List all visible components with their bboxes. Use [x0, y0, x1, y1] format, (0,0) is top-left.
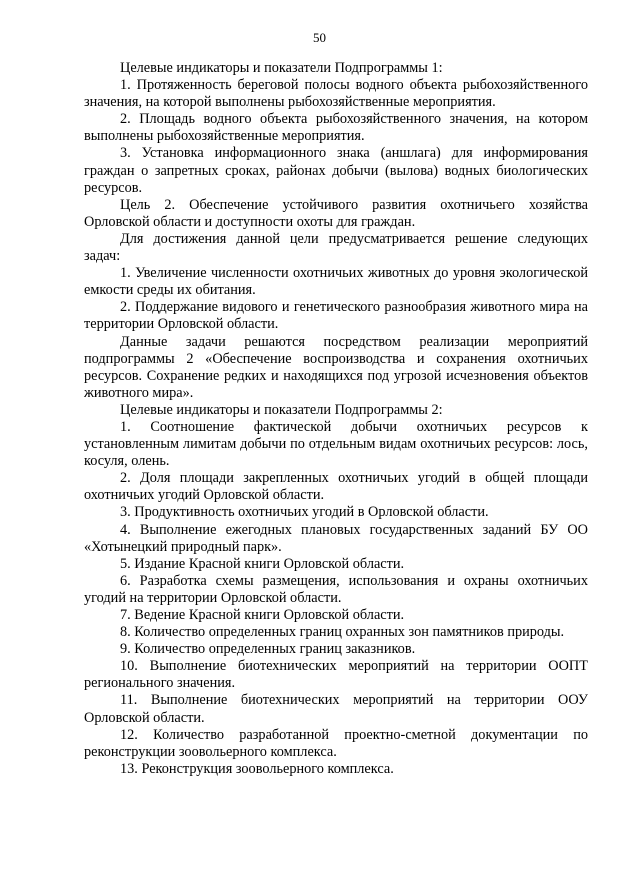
paragraph-indicator-1-1: 1. Протяженность береговой полосы водного объекта рыбохозяйственного значения, на которой выполнены рыбохозяйственные мероприятия.: [84, 77, 588, 111]
paragraph-tasks-intro: Для достижения данной цели предусматривается решение следующих задач:: [84, 230, 588, 265]
paragraph-indicator-2-11: 11. Выполнение биотехнических мероприятий на территории ООУ Орловской области.: [84, 692, 588, 726]
paragraph-subprogram2-indicators-heading: Целевые индикаторы и показатели Подпрограммы 2:: [120, 401, 443, 418]
paragraph-indicator-1-2: 2. Площадь водного объекта рыбохозяйственного значения, на котором выполнены рыбохозяйственные мероприятия.: [84, 111, 588, 145]
paragraph-indicator-1-3: 3. Установка информационного знака (аншлага) для информирования граждан о запретных сроках, районах добычи (вылова) водных биологических ресурсов.: [84, 145, 588, 196]
paragraph-indicator-2-5: 5. Издание Красной книги Орловской области.: [120, 555, 405, 572]
paragraph-indicator-2-10: 10. Выполнение биотехнических мероприятий на территории ООПТ регионального значения.: [84, 658, 588, 692]
paragraph-indicator-2-3: 3. Продуктивность охотничьих угодий в Орловской области.: [120, 504, 489, 521]
paragraph-indicator-2-13: 13. Реконструкция зоовольерного комплекса.: [120, 760, 394, 777]
paragraph-indicator-2-8: 8. Количество определенных границ охранных зон памятников природы.: [120, 624, 565, 641]
paragraph-subprogram1-indicators-heading: Целевые индикаторы и показатели Подпрограммы 1:: [120, 60, 443, 76]
paragraph-goal-2: Цель 2. Обеспечение устойчивого развития охотничьего хозяйства Орловской области и доступности охоты для граждан.: [84, 196, 588, 230]
paragraph-indicator-2-12: 12. Количество разработанной проектно-сметной документации по реконструкции зоовольерного комплекса.: [84, 726, 588, 760]
paragraph-indicator-2-1: 1. Соотношение фактической добычи охотничьих ресурсов к установленным лимитам добычи по отдельным видам охотничьих ресурсов: лось, косуля, олень.: [84, 418, 588, 470]
paragraph-indicator-2-2: 2. Доля площади закрепленных охотничьих угодий в общей площади охотничьих угодий Орловской области.: [84, 470, 588, 504]
paragraph-task-1: 1. Увеличение численности охотничьих животных до уровня экологической емкости среды их обитания.: [84, 265, 588, 299]
paragraph-indicator-2-6: 6. Разработка схемы размещения, использования и охраны охотничьих угодий на территории Орловской области.: [84, 572, 588, 606]
page-number: 50: [313, 30, 326, 45]
paragraph-indicator-2-7: 7. Ведение Красной книги Орловской области.: [120, 607, 405, 623]
paragraph-indicator-2-4: 4. Выполнение ежегодных плановых государственных заданий БУ ОО «Хотынецкий природный парк».: [84, 521, 588, 555]
document-body: [84, 60, 588, 778]
paragraph-indicator-2-9: 9. Количество определенных границ заказников.: [120, 641, 416, 658]
paragraph-task-2: 2. Поддержание видового и генетического разнообразия животного мира на территории Орловской области.: [84, 299, 588, 333]
paragraph-tasks-solution: Данные задачи решаются посредством реализации мероприятий подпрограммы 2 «Обеспечение воспроизводства и сохранения охотничьих ресурсов. Сохранение редких и находящихся под угрозой исчезновения объектов животного мира».: [84, 333, 588, 401]
